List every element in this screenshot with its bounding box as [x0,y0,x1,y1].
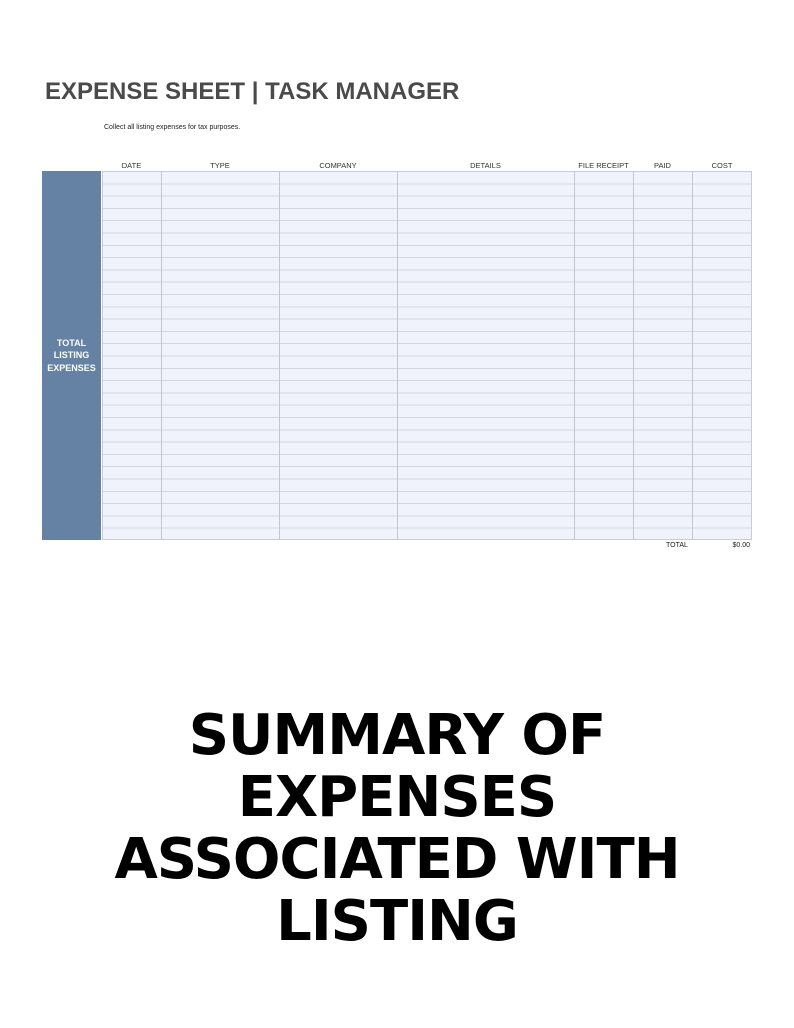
column-header-details: DETAILS [470,161,501,170]
column-headers [102,160,752,171]
column-divider [692,172,693,539]
column-divider [574,172,575,539]
total-value: $0.00 [732,542,750,549]
column-header-date: DATE [121,161,142,170]
total-listing-expenses-band [42,171,101,540]
sheet-title: EXPENSE SHEET | TASK MANAGER [45,78,460,105]
column-header-file-receipt: FILE RECEIPT [578,161,629,170]
column-header-type: TYPE [210,161,230,170]
caption-line: SUMMARY OF [188,703,606,768]
column-divider [397,172,398,539]
expense-grid [102,171,752,540]
caption-line: EXPENSES [237,765,557,830]
column-divider [161,172,162,539]
total-label: TOTAL [666,542,688,549]
grid-rows [103,172,751,539]
summary-caption [0,705,794,953]
sheet-subtitle: Collect all listing expenses for tax purposes. [104,124,241,131]
column-header-cost: COST [711,161,733,170]
column-header-paid: PAID [654,161,671,170]
column-header-company: COMPANY [319,161,357,170]
side-label-text: TOTAL LISTING EXPENSES [47,337,96,373]
column-divider [633,172,634,539]
caption-line: LISTING [276,889,518,954]
column-divider [279,172,280,539]
caption-line: ASSOCIATED WITH [114,827,680,892]
